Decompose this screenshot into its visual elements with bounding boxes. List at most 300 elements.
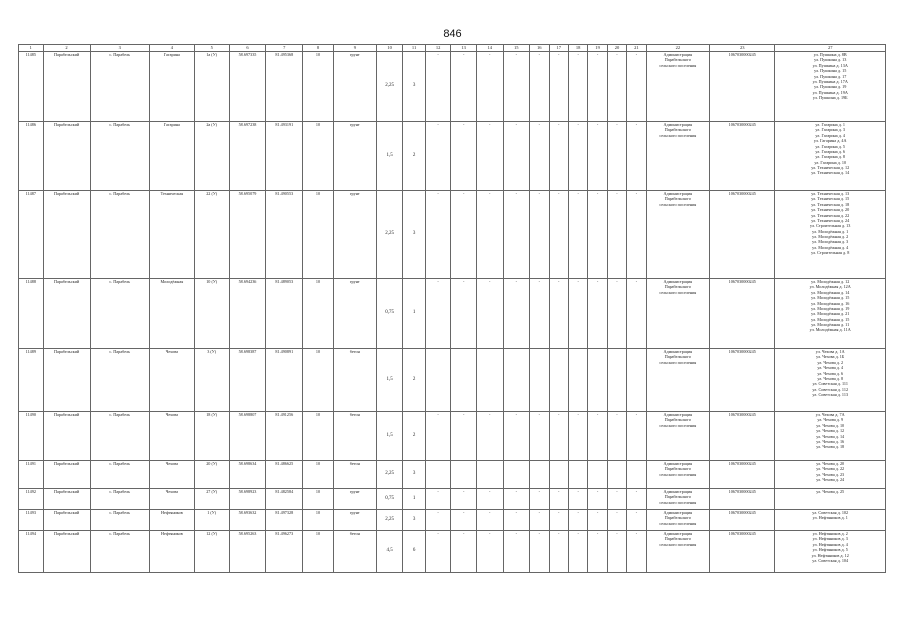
number-cell: 10 [303, 349, 334, 412]
latitude-cell: 58.695263 [229, 531, 266, 573]
column-number-cell: 6 [229, 45, 266, 52]
dash-cell: - [588, 191, 607, 279]
organization-line: Парабельского [664, 417, 691, 423]
ogrn-cell: 1067030000245 [710, 489, 775, 510]
column-number-cell: 9 [333, 45, 376, 52]
dash-cell: - [568, 510, 587, 531]
dash-cell: - [568, 191, 587, 279]
dash-cell: - [568, 52, 587, 122]
dash-cell [549, 349, 568, 412]
dash-cell: - [627, 531, 646, 573]
dash-cell: - [451, 510, 477, 531]
area-cell: 4,5 [376, 531, 403, 573]
area-cell: 2,25 [376, 191, 403, 279]
organization-line: сельского поселения [659, 201, 697, 207]
site-code-cell: 2а (У) [194, 122, 229, 191]
dash-cell [568, 349, 587, 412]
organization-cell [646, 531, 709, 573]
address-line: ул. Пушкина д. 19Б [812, 95, 848, 100]
address-line: ул. Строительная д. 8 [811, 250, 850, 256]
address-line: ул. Гагарина д. 3 [815, 127, 846, 133]
settlement-cell: с. Парабель [90, 349, 149, 412]
dash-cell: - [549, 279, 568, 349]
organization-cell [646, 191, 709, 279]
address-line: ул. Молодёжная д. 12 [811, 279, 850, 284]
latitude-cell: 58.694236 [229, 279, 266, 349]
dash-cell: - [588, 510, 607, 531]
organization-line: Администрация [663, 510, 693, 515]
dash-cell: - [530, 489, 549, 510]
dash-cell [607, 461, 626, 489]
column-number-cell: 20 [607, 45, 626, 52]
organization-line: Администрация [663, 122, 693, 127]
surface-cell: грунт [333, 122, 376, 191]
address-line: ул. Молодёжная д. 15 [811, 316, 850, 322]
area-cell: 2,25 [376, 52, 403, 122]
dash-cell: - [530, 510, 549, 531]
address-line: ул. Чехова д. 14 [816, 433, 845, 439]
dash-cell: - [425, 52, 451, 122]
column-number-cell: 23 [710, 45, 775, 52]
registry-table [18, 44, 886, 573]
dash-cell: - [588, 52, 607, 122]
column-number-cell: 5 [194, 45, 229, 52]
dash-cell: - [503, 279, 530, 349]
dash-cell: - [425, 510, 451, 531]
dash-cell: - [476, 191, 503, 279]
address-line: ул. Нефтяников д. 5 [812, 547, 848, 553]
table-row [19, 122, 886, 191]
surface-cell: бетон [333, 349, 376, 412]
organization-line: Администрация [663, 461, 693, 466]
organization-line: сельского поселения [659, 422, 697, 428]
district-cell: Парабельский [43, 52, 90, 122]
street-cell: Техническая [149, 191, 194, 279]
organization-line: сельского поселения [659, 499, 697, 505]
dash-cell [607, 349, 626, 412]
row-id-cell: 11485 [19, 52, 44, 122]
address-line: ул. Советская д. 104 [812, 557, 849, 563]
organization-cell [646, 279, 709, 349]
area-cell: 2,25 [376, 461, 403, 489]
column-number-cell: 19 [588, 45, 607, 52]
row-id-cell: 11493 [19, 510, 44, 531]
dash-cell: - [607, 531, 626, 573]
address-line: ул. Молодёжная д. 1 [812, 228, 849, 234]
district-cell: Парабельский [43, 279, 90, 349]
container-count-cell: 6 [403, 531, 425, 573]
dash-cell: - [607, 191, 626, 279]
address-line: ул. Молодёжная д. 2 [812, 234, 849, 239]
address-line: ул. Техническая д. 22 [811, 212, 850, 218]
address-list-cell [775, 412, 886, 461]
dash-cell: - [425, 412, 451, 461]
district-cell: Парабельский [43, 510, 90, 531]
district-cell: Парабельский [43, 191, 90, 279]
organization-line: сельского поселения [659, 132, 697, 138]
organization-cell [646, 122, 709, 191]
address-line: ул. Молодёжная д. 4 [812, 244, 849, 250]
address-line: ул. Пушкина д. 19 [814, 84, 847, 90]
longitude-cell: 81.491256 [266, 412, 303, 461]
address-line: ул. Чехова д. 16 [816, 438, 845, 444]
address-line: ул. Молодёжная д. 12А [809, 284, 851, 290]
organization-line: Парабельского [664, 57, 691, 63]
column-number-cell: 18 [568, 45, 587, 52]
address-line: ул. Техническая д. 20 [811, 207, 850, 213]
table-row [19, 412, 886, 461]
settlement-cell: с. Парабель [90, 122, 149, 191]
dash-cell: - [568, 489, 587, 510]
dash-cell: - [503, 531, 530, 573]
address-line: ул. Чехова д. 18 [816, 444, 845, 450]
number-cell: 10 [303, 279, 334, 349]
street-cell: Нефтяников [149, 531, 194, 573]
container-count-cell: 3 [403, 461, 425, 489]
address-line: ул. Гагарина д. 5 [815, 143, 846, 149]
address-line: ул. Молодёжная д. 11А [809, 327, 851, 333]
dash-cell: - [588, 489, 607, 510]
site-code-cell: 27 (У) [194, 489, 229, 510]
latitude-cell: 58.698923 [229, 489, 266, 510]
dash-cell: - [476, 489, 503, 510]
dash-cell: - [588, 412, 607, 461]
dash-cell: - [503, 191, 530, 279]
latitude-cell: 58.698807 [229, 412, 266, 461]
longitude-cell: 81.489053 [266, 279, 303, 349]
organization-line: Парабельского [664, 466, 691, 472]
dash-cell: - [627, 489, 646, 510]
address-line: ул. Техническая д. 24 [811, 217, 850, 223]
street-cell: Чехова [149, 461, 194, 489]
area-cell: 1,5 [376, 349, 403, 412]
ogrn-cell: 1067030000245 [710, 349, 775, 412]
address-line: ул. Молодёжная д. 16 [811, 300, 850, 306]
dash-cell: - [451, 191, 477, 279]
site-code-cell: 12 (У) [194, 531, 229, 573]
organization-cell [646, 510, 709, 531]
container-count-cell: 3 [403, 510, 425, 531]
dash-cell: - [503, 489, 530, 510]
number-cell: 10 [303, 412, 334, 461]
row-id-cell: 11490 [19, 412, 44, 461]
container-count-cell: 1 [403, 279, 425, 349]
row-id-cell: 11487 [19, 191, 44, 279]
district-cell: Парабельский [43, 531, 90, 573]
ogrn-cell: 1067030000245 [710, 461, 775, 489]
dash-cell [425, 461, 451, 489]
settlement-cell: с. Парабель [90, 461, 149, 489]
settlement-cell: с. Парабель [90, 510, 149, 531]
dash-cell: - [549, 191, 568, 279]
dash-cell: - [549, 510, 568, 531]
column-number-cell: 1 [19, 45, 44, 52]
address-line: ул. Строительная д. 13 [810, 223, 851, 229]
street-cell: Нефтяников [149, 510, 194, 531]
latitude-cell: 58.697335 [229, 52, 266, 122]
column-number-cell: 16 [530, 45, 549, 52]
number-cell: 10 [303, 489, 334, 510]
dash-cell: - [530, 122, 549, 191]
dash-cell: - [425, 489, 451, 510]
organization-cell [646, 489, 709, 510]
dash-cell: - [476, 531, 503, 573]
site-code-cell: 3 (У) [194, 349, 229, 412]
area-cell: 0,75 [376, 489, 403, 510]
organization-line: Администрация [663, 489, 693, 494]
dash-cell [627, 349, 646, 412]
dash-cell: - [530, 52, 549, 122]
address-list-cell [775, 510, 886, 531]
settlement-cell: с. Парабель [90, 531, 149, 573]
address-line: ул. Чехова д. 1Б [816, 354, 845, 360]
latitude-cell: 58.697238 [229, 122, 266, 191]
address-line: ул. Чехова д. 6 [817, 370, 844, 376]
address-line: ул. Пушкина д. 13 [814, 57, 847, 63]
address-list-cell [775, 191, 886, 279]
ogrn-cell: 1067030000245 [710, 412, 775, 461]
address-line: ул. Нефтяников д. 3 [812, 536, 848, 542]
column-number-cell: 2 [43, 45, 90, 52]
dash-cell: - [588, 279, 607, 349]
number-cell: 10 [303, 461, 334, 489]
address-line: ул. Пушкина д. 13А [812, 62, 848, 68]
organization-cell [646, 412, 709, 461]
address-line: ул. Пушкина д. 8В [813, 52, 847, 57]
dash-cell [476, 349, 503, 412]
organization-line: сельского поселения [659, 289, 697, 295]
table-row [19, 191, 886, 279]
address-line: ул. Пушкина д. 15 [814, 68, 847, 74]
dash-cell: - [451, 122, 477, 191]
address-line: ул. Гагарина д. 1 [815, 122, 846, 127]
organization-line: сельского поселения [659, 471, 697, 477]
address-line: ул. Молодёжная д. 21 [811, 311, 850, 317]
organization-line: Администрация [663, 279, 693, 284]
street-cell: Чехова [149, 489, 194, 510]
longitude-cell: 81.490891 [266, 349, 303, 412]
dash-cell: - [425, 191, 451, 279]
organization-line: Парабельского [664, 536, 691, 542]
site-code-cell: 10 (У) [194, 279, 229, 349]
dash-cell: - [607, 279, 626, 349]
longitude-cell: 81.490553 [266, 191, 303, 279]
dash-cell [425, 349, 451, 412]
latitude-cell: 58.695079 [229, 191, 266, 279]
address-list-cell [775, 349, 886, 412]
dash-cell: - [451, 52, 477, 122]
column-number-cell: 7 [266, 45, 303, 52]
dash-cell: - [627, 279, 646, 349]
ogrn-cell: 1067030000245 [710, 191, 775, 279]
organization-line: Администрация [663, 412, 693, 417]
container-count-cell: 3 [403, 52, 425, 122]
dash-cell: - [503, 412, 530, 461]
row-id-cell: 11492 [19, 489, 44, 510]
area-cell: 1,5 [376, 122, 403, 191]
dash-cell: - [503, 510, 530, 531]
dash-cell: - [627, 191, 646, 279]
column-number-cell: 10 [376, 45, 403, 52]
ogrn-cell: 1067030000245 [710, 510, 775, 531]
address-list-cell [775, 461, 886, 489]
surface-cell: бетон [333, 461, 376, 489]
ogrn-cell: 1067030000245 [710, 531, 775, 573]
dash-cell: - [549, 412, 568, 461]
organization-cell [646, 461, 709, 489]
dash-cell: - [627, 412, 646, 461]
latitude-cell: 58.698634 [229, 461, 266, 489]
site-code-cell: 18 (У) [194, 412, 229, 461]
address-line: ул. Молодёжная д. 3 [812, 239, 849, 245]
organization-line: Парабельского [664, 284, 691, 290]
column-number-row [19, 45, 886, 52]
dash-cell: - [607, 122, 626, 191]
address-line: ул. Техническая д. 12 [811, 165, 850, 170]
dash-cell: - [549, 52, 568, 122]
dash-cell [588, 461, 607, 489]
ogrn-cell: 1067030000245 [710, 279, 775, 349]
dash-cell [549, 461, 568, 489]
dash-cell: - [503, 122, 530, 191]
column-number-cell: 17 [549, 45, 568, 52]
organization-cell [646, 349, 709, 412]
address-line: ул. Советская д. 112 [812, 386, 849, 392]
address-line: ул. Чехова д. 8 [817, 375, 844, 381]
organization-line: Администрация [663, 52, 693, 57]
surface-cell: бетон [333, 531, 376, 573]
address-list-cell [775, 52, 886, 122]
table-row [19, 531, 886, 573]
organization-line: Администрация [663, 531, 693, 536]
organization-line: Парабельского [664, 196, 691, 202]
dash-cell [476, 461, 503, 489]
dash-cell: - [568, 531, 587, 573]
address-line: ул. Гагарина д. 4 [815, 132, 846, 138]
address-list-cell [775, 122, 886, 191]
address-list-cell [775, 489, 886, 510]
address-line: ул. Пушкина д. 17 [814, 73, 847, 79]
container-count-cell: 2 [403, 122, 425, 191]
column-number-cell: 3 [90, 45, 149, 52]
dash-cell [503, 461, 530, 489]
surface-cell: грунт [333, 489, 376, 510]
address-line: ул. Советская д. 111 [812, 381, 848, 387]
dash-cell: - [425, 531, 451, 573]
row-id-cell: 11489 [19, 349, 44, 412]
site-code-cell: 22 (У) [194, 191, 229, 279]
address-line: ул. Нефтяников д. 1 [812, 515, 848, 521]
organization-line: Парабельского [664, 494, 691, 500]
dash-cell [530, 349, 549, 412]
dash-cell: - [451, 489, 477, 510]
longitude-cell: 81.493191 [266, 122, 303, 191]
longitude-cell: 81.497328 [266, 510, 303, 531]
row-id-cell: 11494 [19, 531, 44, 573]
site-code-cell: 1 (У) [194, 510, 229, 531]
dash-cell: - [549, 531, 568, 573]
column-number-cell: 14 [476, 45, 503, 52]
address-line: ул. Пушкина д. 17А [812, 78, 848, 84]
organization-line: Парабельского [664, 515, 691, 521]
dash-cell: - [530, 412, 549, 461]
column-number-cell: 15 [503, 45, 530, 52]
address-line: ул. Чехова д. 20 [816, 461, 845, 466]
organization-line: сельского поселения [659, 541, 697, 547]
dash-cell: - [476, 122, 503, 191]
column-number-cell: 21 [627, 45, 646, 52]
settlement-cell: с. Парабель [90, 489, 149, 510]
surface-cell: грунт [333, 52, 376, 122]
address-line: ул. Чехова д. 10 [816, 422, 845, 428]
container-count-cell: 2 [403, 412, 425, 461]
page-number: 846 [443, 28, 462, 40]
dash-cell [503, 349, 530, 412]
dash-cell: - [451, 531, 477, 573]
street-cell: Молодёжная [149, 279, 194, 349]
address-line: ул. Чехова д. 25 [816, 489, 845, 494]
dash-cell [451, 349, 477, 412]
dash-cell [451, 461, 477, 489]
surface-cell: грунт [333, 510, 376, 531]
number-cell: 10 [303, 52, 334, 122]
dash-cell: - [568, 412, 587, 461]
address-list-cell [775, 531, 886, 573]
dash-cell: - [588, 122, 607, 191]
organization-line: Администрация [663, 191, 693, 196]
address-list-cell [775, 279, 886, 349]
table-row [19, 461, 886, 489]
organization-cell [646, 52, 709, 122]
table-row [19, 52, 886, 122]
address-line: ул. Нефтяников д. 4 [812, 541, 848, 547]
ogrn-cell: 1067030000245 [710, 52, 775, 122]
surface-cell: грунт [333, 279, 376, 349]
dash-cell: - [549, 489, 568, 510]
dash-cell: - [530, 191, 549, 279]
street-cell: Гагарина [149, 122, 194, 191]
container-count-cell: 3 [403, 191, 425, 279]
address-line: ул. Молодёжная д. 11 [811, 322, 850, 327]
column-number-cell: 12 [425, 45, 451, 52]
dash-cell: - [549, 122, 568, 191]
column-number-cell: 4 [149, 45, 194, 52]
table-row [19, 279, 886, 349]
dash-cell: - [607, 412, 626, 461]
address-line: ул. Гагарина д. 4А [813, 138, 847, 144]
address-line: ул. Чехова д. 22 [816, 466, 845, 472]
dash-cell: - [476, 279, 503, 349]
column-number-cell: 11 [403, 45, 425, 52]
organization-line: сельского поселения [659, 520, 697, 526]
organization-line: сельского поселения [659, 359, 697, 365]
dash-cell: - [607, 489, 626, 510]
number-cell: 10 [303, 531, 334, 573]
table-row [19, 349, 886, 412]
address-line: ул. Советская д. 102 [812, 510, 849, 515]
longitude-cell: 81.495368 [266, 52, 303, 122]
number-cell: 10 [303, 191, 334, 279]
dash-cell [627, 461, 646, 489]
address-line: ул. Нефтяников д. 12 [811, 552, 849, 558]
settlement-cell: с. Парабель [90, 412, 149, 461]
address-line: ул. Чехова д. 23 [816, 471, 845, 477]
site-code-cell: 20 (У) [194, 461, 229, 489]
dash-cell [588, 349, 607, 412]
dash-cell: - [425, 122, 451, 191]
street-cell: Чехова [149, 349, 194, 412]
column-number-cell: 27 [775, 45, 886, 52]
